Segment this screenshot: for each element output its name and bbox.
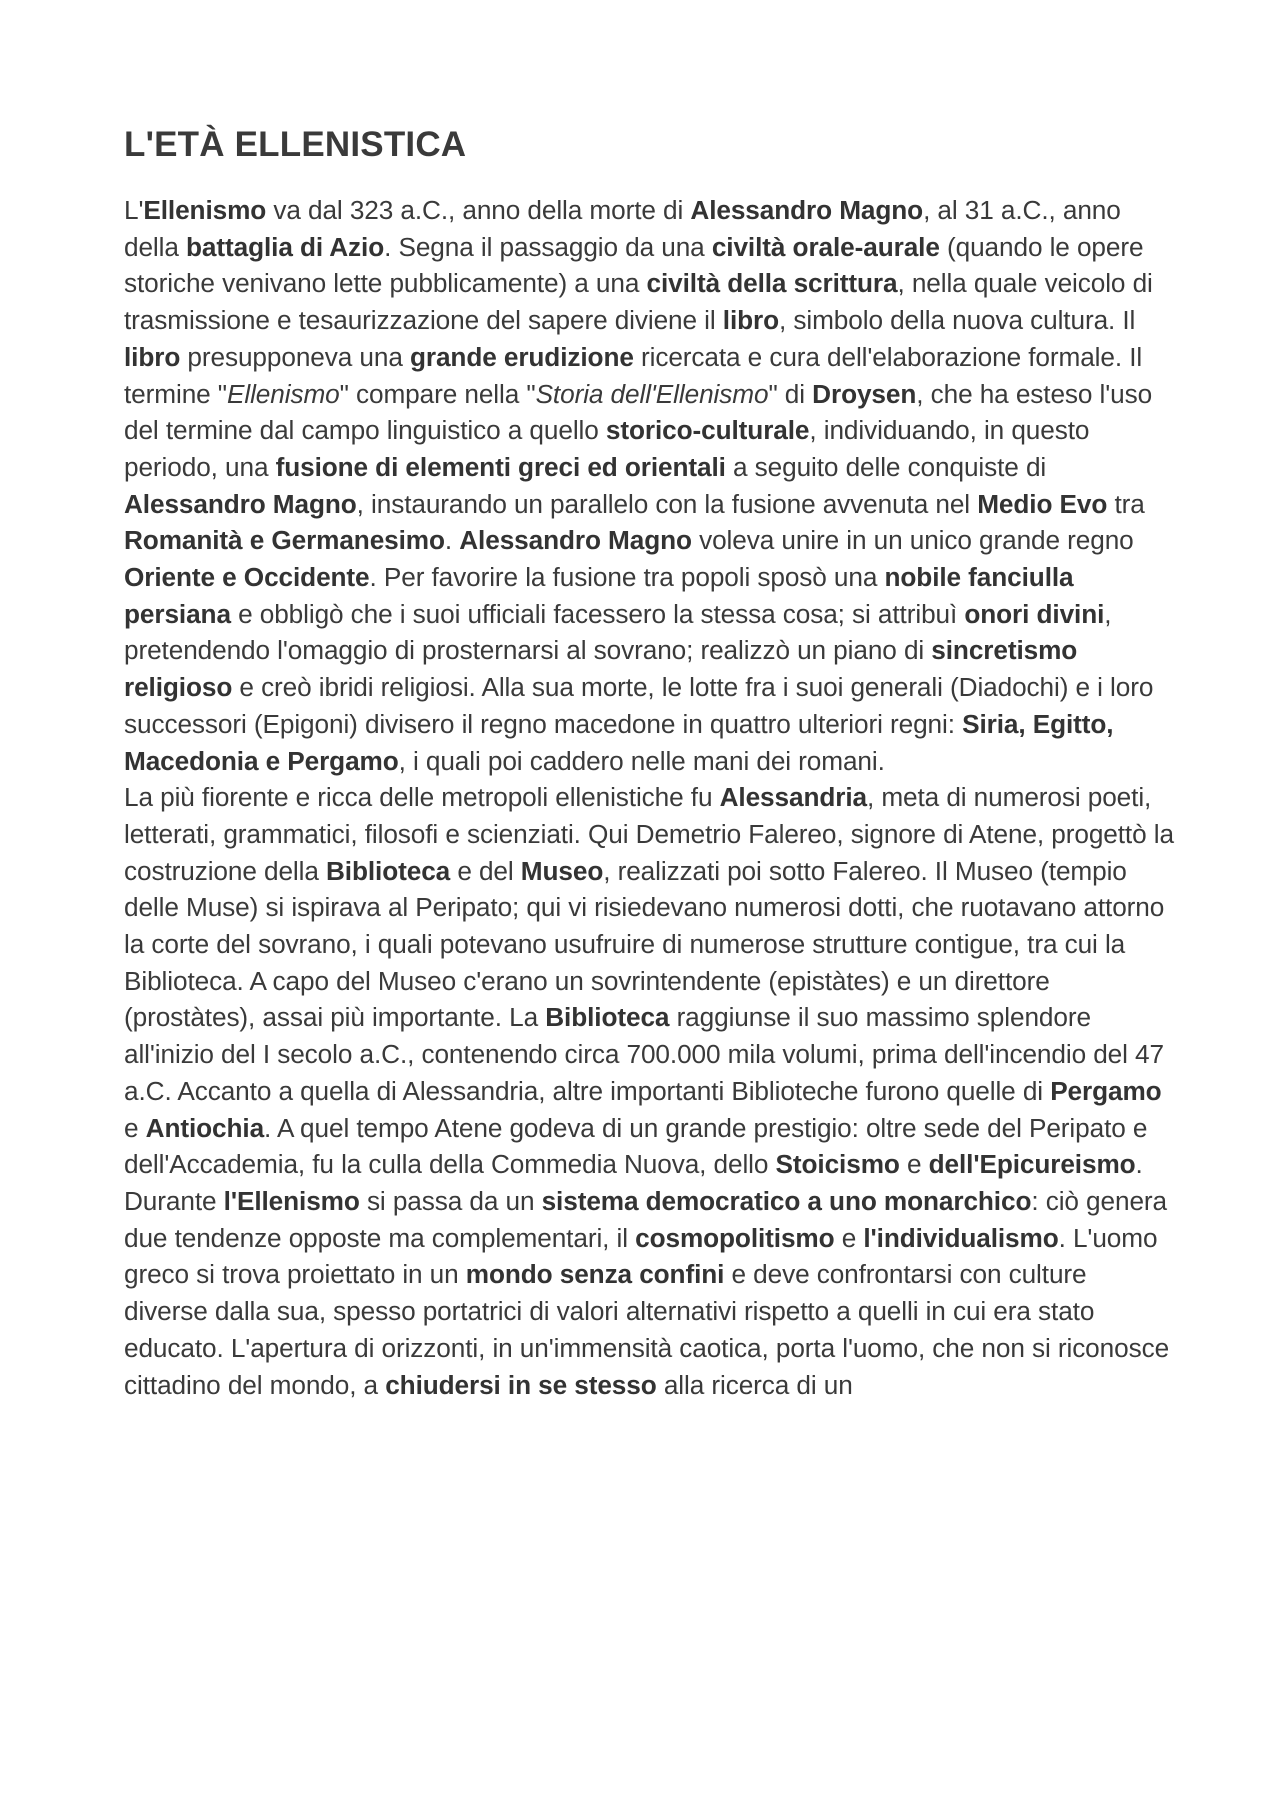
bold-term: chiudersi in se stesso bbox=[385, 1369, 657, 1400]
bold-term: civiltà orale-aurale bbox=[711, 231, 940, 262]
text-run: raggiunse il suo massimo splendore all'inizio del I secolo a.C., contenendo circa 700.000 mila volumi, prima dell'incendio del 47 a.C. Accanto a quella di Alessandria, altre importanti Biblioteche furono quelle di bbox=[124, 1002, 1164, 1106]
bold-term: l'Ellenismo bbox=[223, 1185, 360, 1216]
text-run: " di bbox=[768, 378, 813, 409]
bold-term: sincretismo religioso bbox=[124, 635, 1078, 703]
bold-term: grande erudizione bbox=[409, 341, 634, 372]
bold-term: libro bbox=[722, 305, 780, 336]
text-run: e del bbox=[450, 855, 521, 886]
bold-term: Biblioteca bbox=[545, 1002, 670, 1033]
text-run: . bbox=[444, 525, 460, 556]
bold-term: Alessandro Magno bbox=[124, 488, 357, 519]
bold-term: Antiochia bbox=[145, 1112, 265, 1143]
text-run: e bbox=[899, 1149, 929, 1180]
paragraph bbox=[124, 192, 1174, 779]
text-run: e obbligò che i suoi ufficiali facessero la stessa cosa; si attribuì bbox=[230, 598, 965, 629]
bold-term: Museo bbox=[520, 855, 604, 886]
text-run: . Segna il passaggio da una bbox=[384, 231, 712, 262]
text-run: . L'uomo greco si trova proiettato in un bbox=[124, 1222, 1158, 1290]
text-run: , al 31 a.C., anno della bbox=[124, 195, 1121, 262]
bold-term: l'individualismo bbox=[863, 1222, 1059, 1253]
text-run: . bbox=[1135, 1149, 1143, 1180]
document-body bbox=[124, 192, 1174, 1403]
text-run: e deve confrontarsi con culture diverse dalla sua, spesso portatrici di valori alternativi rispetto a quelli in cui era stato educato. L'apertura di orizzonti, in un'immensità caotica, porta l'uomo, che non si riconosce cittadino del mondo, a bbox=[124, 1259, 1170, 1400]
bold-term: Stoicismo bbox=[775, 1149, 900, 1180]
text-run: voleva unire in un unico grande regno bbox=[691, 525, 1134, 556]
text-run: , realizzati poi sotto Falereo. Il Museo (tempio delle Muse) si ispirava al Peripato; qui vi risiedevano numerosi dotti, che ruotavano attorno la corte del sovrano, i quali potevano usufruire di numerose strutture contigue, tra cui la Biblioteca. A capo del Museo c'erano un sovrintendente (epistàtes) e un direttore (prostàtes), assai più importante. La bbox=[124, 855, 1165, 1033]
text-run: alla ricerca di un bbox=[656, 1369, 853, 1400]
text-run: va dal 323 a.C., anno della morte di bbox=[266, 195, 691, 225]
text-run: , pretendendo l'omaggio di prosternarsi al sovrano; realizzò un piano di bbox=[124, 598, 1112, 666]
bold-term: Alessandro Magno bbox=[459, 525, 692, 556]
text-run: e bbox=[124, 1112, 146, 1143]
text-run: La più fiorente e ricca delle metropoli ellenistiche fu bbox=[124, 782, 720, 813]
bold-term: Romanità e Germanesimo bbox=[124, 525, 445, 556]
document-page bbox=[124, 118, 1174, 1403]
italic-term: Storia dell'Ellenismo bbox=[535, 378, 769, 409]
bold-term: Droysen bbox=[812, 378, 917, 409]
bold-term: dell'Epicureismo bbox=[928, 1149, 1136, 1180]
bold-term: Biblioteca bbox=[326, 855, 451, 886]
bold-term: onori divini bbox=[964, 598, 1105, 629]
text-run: (quando le opere storiche venivano lette pubblicamente) a una bbox=[124, 231, 1144, 299]
bold-term: Oriente e Occidente bbox=[124, 562, 370, 593]
text-run: Durante bbox=[124, 1185, 224, 1216]
paragraph bbox=[124, 1183, 1174, 1403]
bold-term: nobile fanciulla persiana bbox=[124, 562, 1074, 629]
text-run: , meta di numerosi poeti, letterati, grammatici, filosofi e scienziati. Qui Demetrio Falereo, signore di Atene, progettò la costruzione della bbox=[124, 782, 1174, 886]
text-run: : ciò genera due tendenze opposte ma complementari, il bbox=[124, 1185, 1167, 1253]
italic-term: Ellenismo bbox=[227, 378, 340, 409]
paragraph bbox=[124, 779, 1174, 1183]
bold-term: Medio Evo bbox=[977, 488, 1108, 519]
text-run: presupponeva una bbox=[180, 341, 410, 372]
text-run: , instaurando un parallelo con la fusione avvenuta nel bbox=[356, 488, 978, 519]
text-run: e bbox=[834, 1222, 864, 1253]
bold-term: storico-culturale bbox=[605, 415, 810, 446]
text-run: , che ha esteso l'uso del termine dal campo linguistico a quello bbox=[124, 378, 1153, 446]
bold-term: Siria, Egitto, Macedonia e Pergamo bbox=[124, 708, 1114, 776]
text-run: L' bbox=[124, 195, 144, 225]
bold-term: Alessandro Magno bbox=[690, 195, 924, 225]
text-run: tra bbox=[1107, 488, 1145, 519]
bold-term: Alessandria bbox=[719, 782, 867, 813]
text-run: a seguito delle conquiste di bbox=[725, 451, 1047, 482]
bold-term: battaglia di Azio bbox=[186, 231, 385, 262]
text-run: , i quali poi caddero nelle mani dei romani. bbox=[398, 745, 885, 776]
page-title: L'ETÀ ELLENISTICA bbox=[124, 125, 467, 164]
text-run: . Per favorire la fusione tra popoli sposò una bbox=[369, 562, 885, 593]
bold-term: libro bbox=[124, 341, 181, 372]
bold-term: sistema democratico a uno monarchico bbox=[541, 1185, 1032, 1216]
bold-term: Pergamo bbox=[1050, 1075, 1162, 1106]
text-run: . A quel tempo Atene godeva di un grande prestigio: oltre sede del Peripato e dell'Accademia, fu la culla della Commedia Nuova, dello bbox=[124, 1112, 1148, 1180]
bold-term: Ellenismo bbox=[143, 195, 267, 225]
bold-term: mondo senza confini bbox=[465, 1259, 725, 1290]
bold-term: cosmopolitismo bbox=[635, 1222, 835, 1253]
bold-term: civiltà della scrittura bbox=[646, 268, 898, 299]
text-run: " compare nella " bbox=[339, 378, 536, 409]
bold-term: fusione di elementi greci ed orientali bbox=[275, 451, 726, 482]
text-run: ricercata e cura dell'elaborazione formale. Il termine " bbox=[124, 341, 1143, 409]
text-run: , individuando, in questo periodo, una bbox=[124, 415, 1090, 482]
text-run: si passa da un bbox=[359, 1185, 542, 1216]
text-run: , simbolo della nuova cultura. Il bbox=[779, 305, 1136, 336]
text-run: e creò ibridi religiosi. Alla sua morte, le lotte fra i suoi generali (Diadochi) e i loro successori (Epigoni) divisero il regno macedone in quattro ulteriori regni: bbox=[124, 672, 1154, 739]
text-run: , nella quale veicolo di trasmissione e tesaurizzazione del sapere diviene il bbox=[124, 268, 1153, 336]
